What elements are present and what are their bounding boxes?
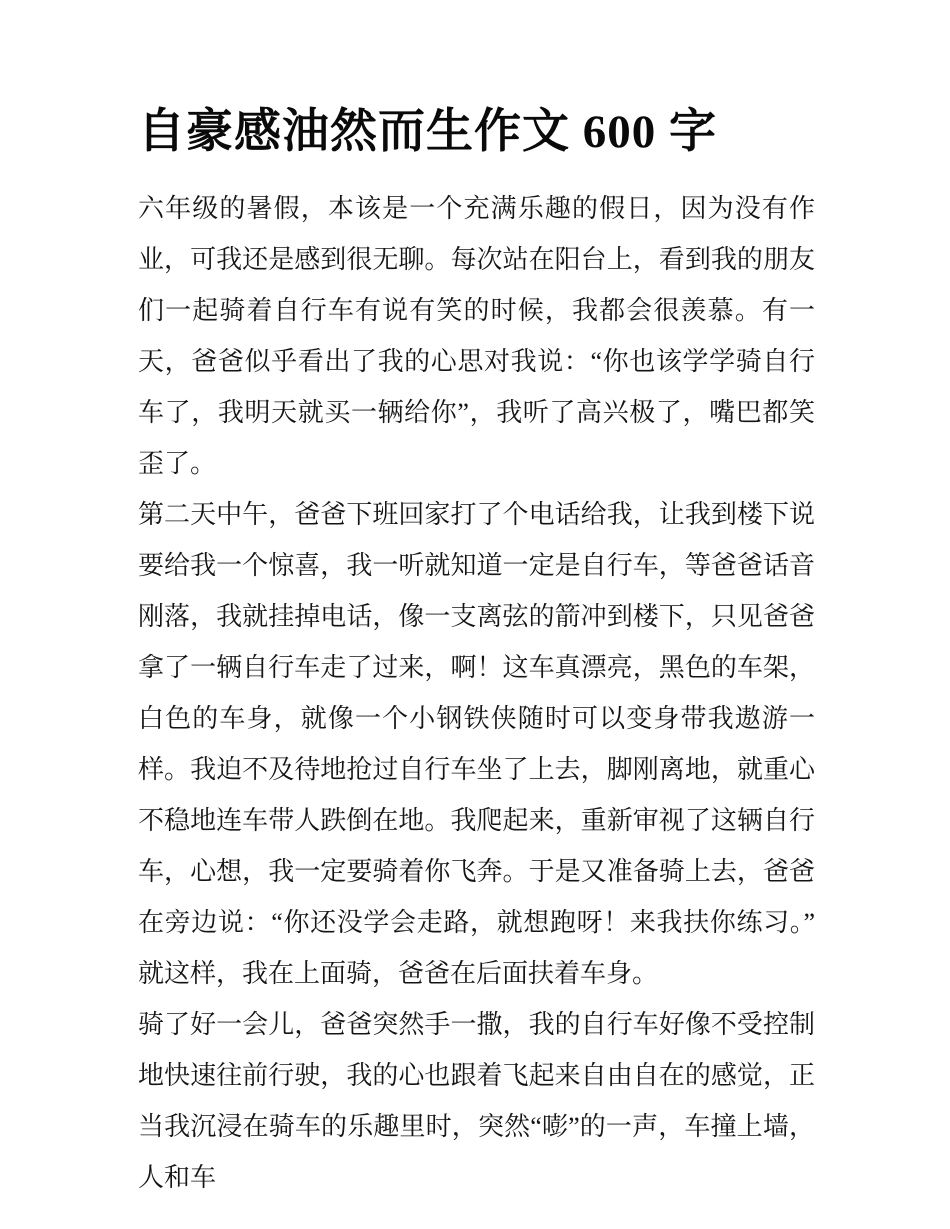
essay-paragraph: 六年级的暑假，本该是一个充满乐趣的假日，因为没有作业，可我还是感到很无聊。每次站在阳台上，看到我的朋友们一起骑着自行车有说有笑的时候，我都会很羡慕。有一天，爸爸似乎看出了我的心思对我说：“你也该学学骑自行车了，我明天就买一辆给你”，我听了高兴极了，嘴巴都笑歪了。 bbox=[138, 194, 815, 478]
essay-paragraph: 骑了好一会儿，爸爸突然手一撒，我的自行车好像不受控制地快速往前行驶，我的心也跟着飞起来自由自在的感觉，正当我沉浸在骑车的乐趣里时，突然“嘭”的一声，车撞上墙，人和车 bbox=[138, 1010, 815, 1192]
essay-paragraph: 第二天中午，爸爸下班回家打了个电话给我，让我到楼下说要给我一个惊喜，我一听就知道一定是自行车，等爸爸话音刚落，我就挂掉电话，像一支离弦的箭冲到楼下，只见爸爸拿了一辆自行车走了过来，啊！这车真漂亮，黑色的车架，白色的车身，就像一个小钢铁侠随时可以变身带我遨游一样。我迫不及待地抢过自行车坐了上去，脚刚离地，就重心不稳地连车带人跌倒在地。我爬起来，重新审视了这辆自行车，心想，我一定要骑着你飞奔。于是又准备骑上去，爸爸在旁边说：“你还没学会走路，就想跑呀！来我扶你练习。”就这样，我在上面骑，爸爸在后面扶着车身。 bbox=[138, 500, 815, 988]
essay-body bbox=[138, 183, 815, 1203]
page-title: 自豪感油然而生作文 600 字 bbox=[138, 106, 717, 158]
